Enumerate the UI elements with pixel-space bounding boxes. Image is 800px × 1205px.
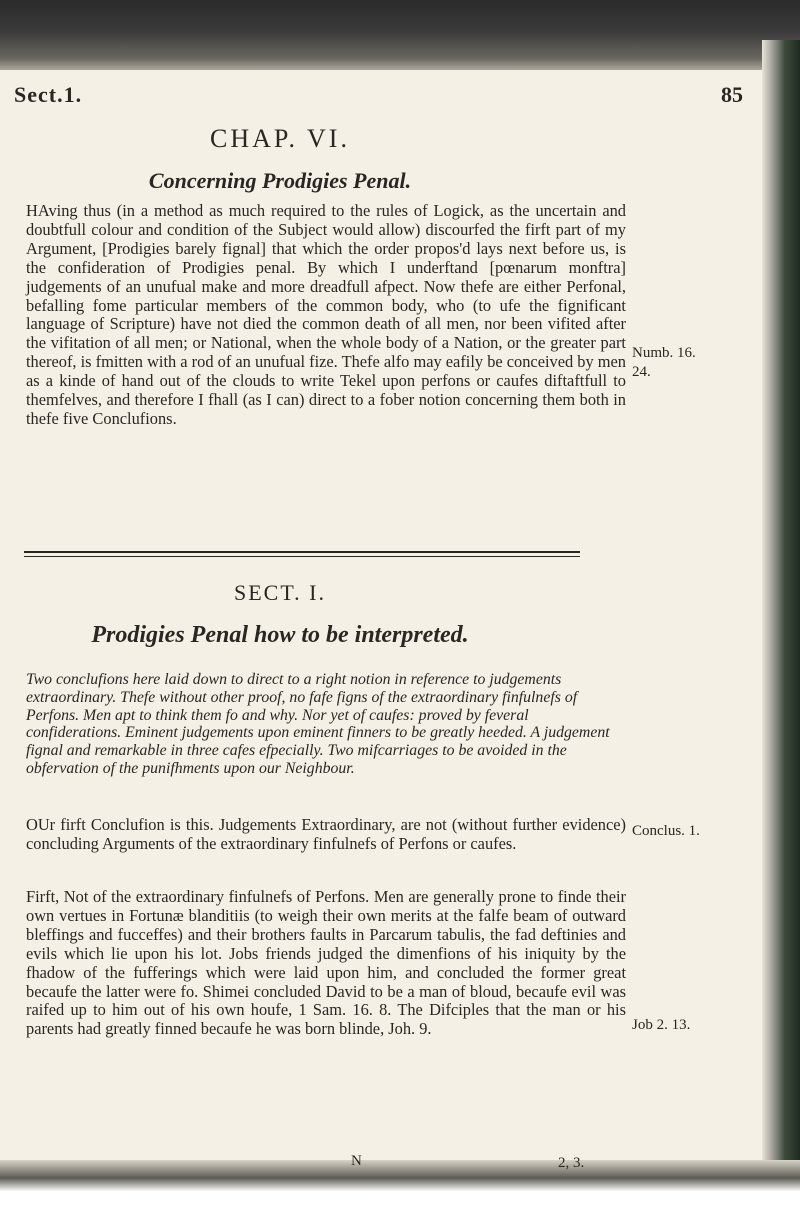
margin-note-numb-verse: 24.	[632, 364, 651, 380]
signature-mark: N	[351, 1153, 362, 1169]
divider-rule	[24, 551, 580, 553]
book-page	[0, 70, 762, 1171]
scan-bottom-edge	[0, 1160, 800, 1205]
intro-paragraph: HAving thus (in a method as much required to the rules of Logick, as the uncertain and doubtfull colour and condition of the Subject would allow) discourfed the firft part of my Argument, [Prodigies barely fignal] that which the order propos'd lays next before us, is the confideration of Prodigies penal. By which I underftand [pœnarum monftra] judgements of an unufual make and more dreadfull afpect. Now thefe are either Perfonal, befalling fome particular members of the common body, who (to ufe the fignificant language of Scripture) have not died the common death of all men, nor been vifited after the vifitation of all men; or National, when the whole body of a Nation, or the greater part thereof, is fmitten with a rod of an unufual fize. Thefe alfo may eafily be conceived by men as a kinde of hand out of the clouds to write Tekel upon perfons or caufes diftaftfull to themfelves, and therefore I fhall (as I can) direct to a fober notion concerning them both in thefe five Conclufions.	[26, 201, 627, 428]
section-summary: Two conclufions here laid down to direct to a right notion in reference to judgements extraordinary. Thefe without other proof, no fafe figns of the extraordinary finfulnefs of Perfons. Men apt to think them fo and why. Nor yet of caufes: proved by feveral confiderations. Eminent judgements upon eminent finners to be greatly heeded. A judgement fignal and remarkable in three cafes efpecially. Two mifcarriages to be avoided in the obfervation of the punifhments upon our Neighbour.	[26, 671, 610, 777]
catchword: 2, 3.	[558, 1155, 585, 1171]
body-paragraph-1: OUr firft Conclufion is this. Judgements Extraordinary, are not (without further evidence) concluding Arguments of the extraordinary finfulnefs of Perfons or caufes.	[26, 815, 626, 853]
margin-note-conclusion: Conclus. 1.	[632, 823, 700, 839]
margin-note-numb: Numb. 16.	[632, 345, 696, 361]
section-title: SECT. I.	[234, 580, 326, 605]
section-subtitle: Prodigies Penal how to be interpreted.	[91, 622, 469, 648]
running-header-section: Sect.1.	[14, 82, 83, 107]
scan-top-edge	[0, 0, 800, 78]
chapter-subtitle: Concerning Prodigies Penal.	[148, 168, 412, 193]
page-number: 85	[721, 82, 743, 107]
body-paragraph-2: Firft, Not of the extraordinary finfulnefs of Perfons. Men are generally prone to finde their own vertues in Fortunæ blanditiis (to weigh their own merits at the falfe beam of outward bleffings and fucceffes) and their brothers faults in Parcarum tabulis, the fad deftinies and evils which lie upon his lot. Jobs friends judged the dimenfions of his iniquity by the fhadow of the fufferings which were laid upon him, and concluded the former great becaufe the latter were fo. Shimei concluded David to be a man of bloud, becaufe evil was raifed up to him out of his own houfe, 1 Sam. 16. 8. The Difciples that the man or his parents had greatly finned becaufe he was born blinde, Joh. 9.	[26, 887, 626, 1039]
divider-rule-thin	[24, 556, 580, 557]
margin-note-job: Job 2. 13.	[632, 1017, 691, 1033]
scan-right-edge	[762, 40, 800, 1160]
chapter-title: CHAP. VI.	[210, 124, 350, 153]
